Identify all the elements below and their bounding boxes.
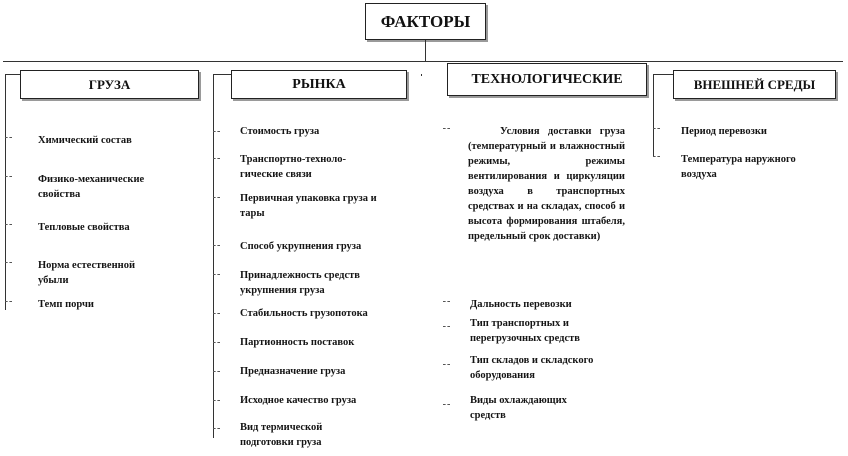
market-tick <box>213 158 220 159</box>
market-tick <box>213 245 220 246</box>
technological-item-distance: Дальность перевозки <box>470 299 572 310</box>
cargo-item-chemical: Химический состав <box>38 135 132 146</box>
cargo-tick <box>5 176 12 177</box>
cargo-item-loss-norm: Норма естественной убыли <box>38 260 135 286</box>
environment-spine <box>653 74 654 156</box>
market-tick <box>213 400 220 401</box>
market-item-cost: Стоимость груза <box>240 126 320 137</box>
market-tick <box>213 428 220 429</box>
environment-item-temperature: Температура наружного воздуха <box>681 154 796 180</box>
root-factors-box: ФАКТОРЫ <box>365 3 486 40</box>
cargo-spine <box>5 74 6 310</box>
cargo-tick <box>5 224 12 225</box>
market-item-purpose: Предназначение груза <box>240 366 346 377</box>
market-spine-top <box>213 74 231 75</box>
technological-tick <box>443 301 450 302</box>
technological-tick <box>443 128 450 129</box>
market-tick <box>213 371 220 372</box>
market-spine <box>213 74 214 438</box>
technological-item-vehicles: Тип транспортных и перегрузочных средств <box>470 318 580 344</box>
market-tick <box>213 197 220 198</box>
market-item-quality: Исходное качество груза <box>240 395 357 406</box>
environment-tick <box>653 156 660 157</box>
cargo-item-spoilage: Темп порчи <box>38 299 94 310</box>
category-market-box: РЫНКА <box>231 70 407 99</box>
technological-tick <box>443 364 450 365</box>
cargo-item-thermal: Тепловые свойства <box>38 222 130 233</box>
cargo-tick <box>5 137 12 138</box>
market-item-thermal-prep: Вид термической подготовки груза <box>240 422 323 448</box>
cargo-tick <box>5 301 12 302</box>
cargo-tick <box>5 262 12 263</box>
category-bus <box>3 61 843 62</box>
technological-item-warehouses: Тип складов и складского оборудования <box>470 355 594 381</box>
technological-item-conditions: Условия доставки груза (температурный и влажностный режимы, режимы вентилирования и циркуляции воздуха в транспортных средствах и на складах, способ и высота формирования штабеля, предельный срок доставки) <box>468 126 625 242</box>
root-connector <box>425 40 426 61</box>
cargo-spine-top <box>5 74 20 75</box>
technological-tick <box>443 326 450 327</box>
category-cargo-box: ГРУЗА <box>20 70 199 99</box>
cargo-item-physmech: Физико-механические свойства <box>38 174 145 200</box>
market-item-packaging: Первичная упаковка груза и тары <box>240 193 377 219</box>
market-tick <box>213 342 220 343</box>
market-tick <box>213 274 220 275</box>
technological-spine <box>421 74 422 76</box>
market-item-batching: Партионность поставок <box>240 337 355 348</box>
category-technological-box: ТЕХНОЛОГИЧЕСКИЕ <box>447 63 647 96</box>
environment-spine-top <box>653 74 673 75</box>
market-tick <box>213 131 220 132</box>
market-item-consolidation: Способ укрупнения груза <box>240 241 362 252</box>
market-item-ownership: Принадлежность средств укрупнения груза <box>240 270 360 296</box>
market-item-links: Транспортно-техноло-гические связи <box>240 154 347 180</box>
technological-item-cooling: Виды охлаждающих средств <box>470 395 567 421</box>
environment-tick <box>653 128 660 129</box>
market-tick <box>213 313 220 314</box>
market-item-stability: Стабильность грузопотока <box>240 308 368 319</box>
environment-item-period: Период перевозки <box>681 126 767 137</box>
technological-tick <box>443 404 450 405</box>
category-environment-box: ВНЕШНЕЙ СРЕДЫ <box>673 70 836 99</box>
